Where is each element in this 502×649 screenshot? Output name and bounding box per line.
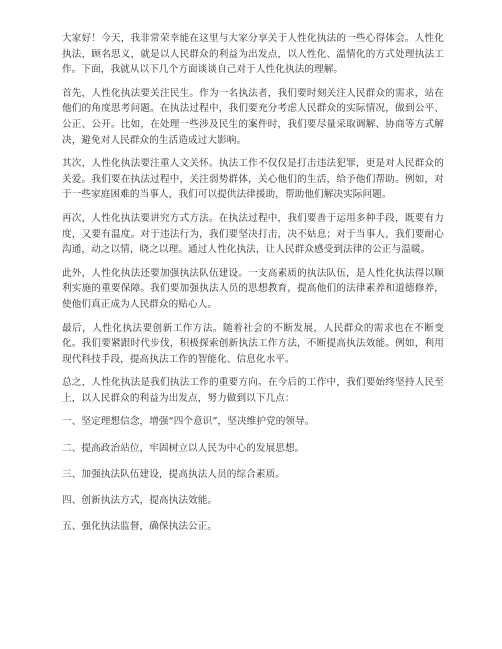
list-item: 五、强化执法监督，确保执法公正。 [62, 520, 218, 532]
paragraph-conclusion: 总之，人性化执法是我们执法工作的重要方向。在今后的工作中，我们要始终坚持人民至上，以人民群众的利益为出发点，努力做到以下几点： [62, 377, 444, 404]
list-item: 三、加强执法队伍建设，提高执法人员的综合素质。 [62, 468, 285, 480]
paragraph-fourth: 此外，人性化执法还要加强执法队伍建设。一支高素质的执法队伍，是人性化执法得以顺利实施的重要保障。我们要加强执法人员的思想教育，提高他们的法律素养和道德修养，使他们真正成为人民群众的贴心人。 [62, 267, 444, 310]
paragraph-intro: 大家好！今天，我非常荣幸能在这里与大家分享关于人性化执法的一些心得体会。人性化执法，顾名思义，就是以人民群众的利益为出发点，以人性化、温情化的方式处理执法工作。下面，我就从以下几个方面谈谈自己对于人性化执法的理解。 [62, 33, 444, 76]
paragraph-third: 再次，人性化执法要讲究方式方法。在执法过程中，我们要善于运用多种手段，既要有力度，又要有温度。对于违法行为，我们要坚决打击，决不姑息；对于当事人，我们要耐心沟通，动之以情，晓之以理。通过人性化执法，让人民群众感受到法律的公正与温暖。 [62, 212, 444, 256]
list-item: 一、坚定理想信念，增强“四个意识”，坚决维护党的领导。 [62, 416, 315, 428]
list-item: 四、创新执法方式，提高执法效能。 [62, 494, 218, 506]
list-item: 二、提高政治站位，牢固树立以人民为中心的发展思想。 [62, 442, 305, 454]
paragraph-fifth: 最后，人性化执法要创新工作方法。随着社会的不断发展，人民群众的需求也在不断变化。我们要紧跟时代步伐，积极探索创新执法工作方法，不断提高执法效能。例如，利用现代科技手段，提高执法工作的智能化、信息化水平。 [62, 322, 444, 365]
document-body [62, 31, 444, 545]
paragraph-second: 其次，人性化执法要注重人文关怀。执法工作不仅仅是打击违法犯罪，更是对人民群众的关爱。我们要在执法过程中，关注弱势群体，关心他们的生活，给予他们帮助。例如，对于一些家庭困难的当事人，我们可以提供法律援助，帮助他们解决实际问题。 [62, 158, 444, 201]
paragraph-first: 首先，人性化执法要关注民生。作为一名执法者，我们要时刻关注人民群众的需求，站在他们的角度思考问题。在执法过程中，我们要充分考虑人民群众的实际情况，做到公平、公正、公开。比如，在处理一些涉及民生的案件时，我们要尽量采取调解、协商等方式解决，避免对人民群众的生活造成过大影响。 [62, 87, 444, 146]
